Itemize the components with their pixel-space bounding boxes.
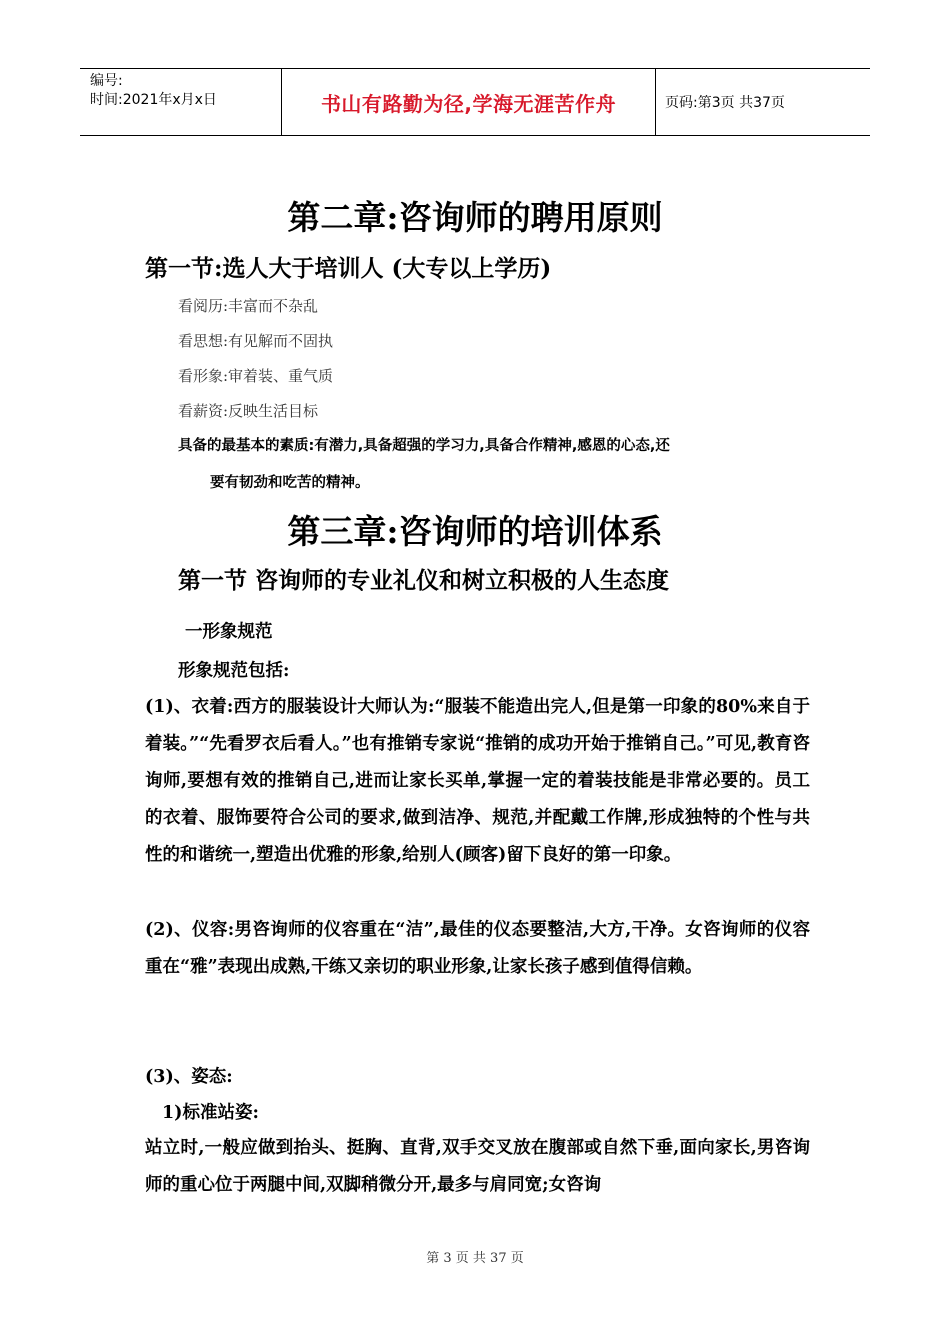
criteria-item: 看思想:有见解而不固执 — [178, 332, 334, 350]
chapter-3-title: 第三章:咨询师的培训体系 — [287, 512, 663, 551]
criteria-item: 看阅历:丰富而不杂乱 — [178, 297, 319, 315]
qualities-line-1: 具备的最基本的素质:有潜力,具备超强的学习力,具备合作精神,感恩的心态,还 — [178, 438, 670, 454]
intro-line: 形象规范包括: — [178, 661, 290, 681]
criteria-item: 看薪资:反映生活目标 — [178, 402, 319, 420]
page-footer: 第 3 页 共 37 页 — [426, 1251, 524, 1266]
header-page-number: 页码:第3页 共37页 — [665, 95, 785, 111]
paragraph-appearance: (2)、仪容:男咨询师的仪容重在“洁”,最佳的仪态要整洁,大方,干净。女咨询师的仪容重在“雅”表现出成熟,干练又亲切的职业形象,让家长孩子感到值得信赖。 — [145, 920, 810, 977]
paragraph-attire: (1)、衣着:西方的服装设计大师认为:“服装不能造出完人,但是第一印象的80%来自于着装。”“先看罗衣后看人。”也有推销专家说“推销的成功开始于推销自己。”可见,教育咨询师,要想有效的推销自己,进而让家长买单,掌握一定的着装技能是非常必要的。员工的衣着、服饰要符合公司的要求,做到洁净、规范,并配戴工作牌,形成独特的个性与共性的和谐统一,塑造出优雅的形象,给别人(顾客)留下良好的第一印象。 — [145, 697, 810, 865]
criteria-item: 看形象:审着装、重气质 — [178, 367, 334, 385]
paragraph-standing-posture: 站立时,一般应做到抬头、挺胸、直背,双手交叉放在腹部或自然下垂,面向家长,男咨询师的重心位于两腿中间,双脚稍微分开,最多与肩同宽;女咨询 — [145, 1138, 810, 1195]
qualities-line-2: 要有韧劲和吃苦的精神。 — [210, 475, 370, 491]
header-motto: 书山有路勤为径,学海无涯苦作舟 — [282, 69, 656, 135]
posture-heading: (3)、姿态: — [145, 1067, 233, 1087]
header-meta-cell — [80, 69, 282, 135]
subsection-heading: 一形象规范 — [185, 622, 273, 642]
document-number-label: 编号: — [90, 73, 123, 89]
chapter-2-title: 第二章:咨询师的聘用原则 — [287, 198, 663, 237]
page-header — [80, 68, 870, 136]
standing-posture-heading: 1)标准站姿: — [162, 1103, 259, 1123]
document-time-label: 时间:2021年x月x日 — [90, 92, 217, 108]
chapter-3-section-1-heading: 第一节 咨询师的专业礼仪和树立积极的人生态度 — [178, 567, 670, 594]
chapter-2-section-1-heading: 第一节:选人大于培训人 (大专以上学历) — [145, 255, 552, 282]
